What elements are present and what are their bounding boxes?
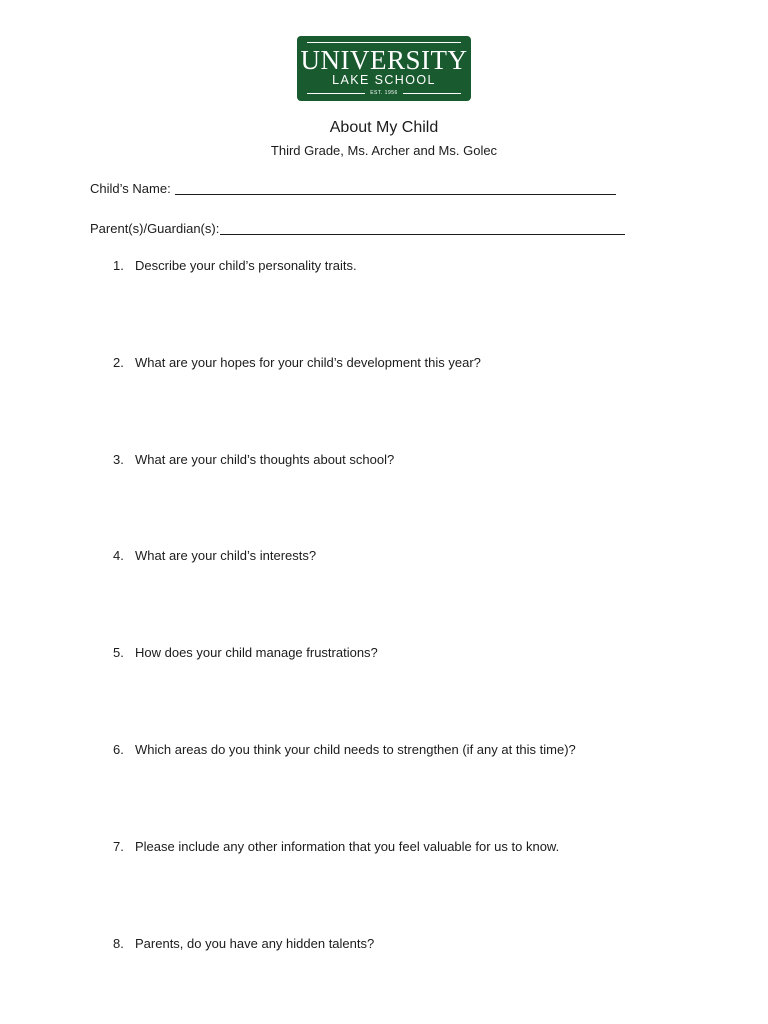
logo-established-row [307, 90, 461, 96]
logo-established-text: EST. 1956 [370, 90, 398, 96]
question-text: What are your hopes for your child’s development this year? [135, 355, 481, 370]
question-text: Parents, do you have any hidden talents? [135, 936, 375, 951]
question-number: 2. [113, 355, 124, 370]
question-text: Please include any other information that you feel valuable for us to know. [135, 839, 560, 854]
question-number: 1. [113, 258, 124, 273]
page-title: About My Child [329, 119, 439, 136]
question-text: What are your child’s thoughts about school? [135, 452, 395, 467]
child-name-label: Child’s Name: [90, 181, 171, 196]
logo-rule-right [403, 93, 461, 94]
question-number: 3. [113, 452, 124, 467]
page-subtitle: Third Grade, Ms. Archer and Ms. Golec [270, 143, 498, 158]
question-number: 4. [113, 548, 124, 563]
question-text: Describe your child’s personality traits. [135, 258, 357, 273]
parent-guardian-blank-line [220, 234, 625, 235]
question-number: 8. [113, 936, 124, 951]
logo-top-rule [307, 42, 461, 43]
question-number: 5. [113, 645, 124, 660]
question-text: Which areas do you think your child needs to strengthen (if any at this time)? [135, 742, 576, 757]
question-text: How does your child manage frustrations? [135, 645, 378, 660]
parent-guardian-label: Parent(s)/Guardian(s): [90, 221, 220, 236]
question-text: What are your child’s interests? [135, 548, 317, 563]
question-number: 7. [113, 839, 124, 854]
parent-guardian-field [90, 220, 625, 238]
logo-lake-school-text: LAKE SCHOOL [332, 73, 436, 87]
logo-rule-left [307, 93, 365, 94]
child-name-field [90, 180, 616, 198]
child-name-blank-line [175, 194, 616, 195]
school-logo [297, 36, 471, 101]
question-number: 6. [113, 742, 124, 757]
logo-university-text: UNIVERSITY [300, 45, 468, 75]
